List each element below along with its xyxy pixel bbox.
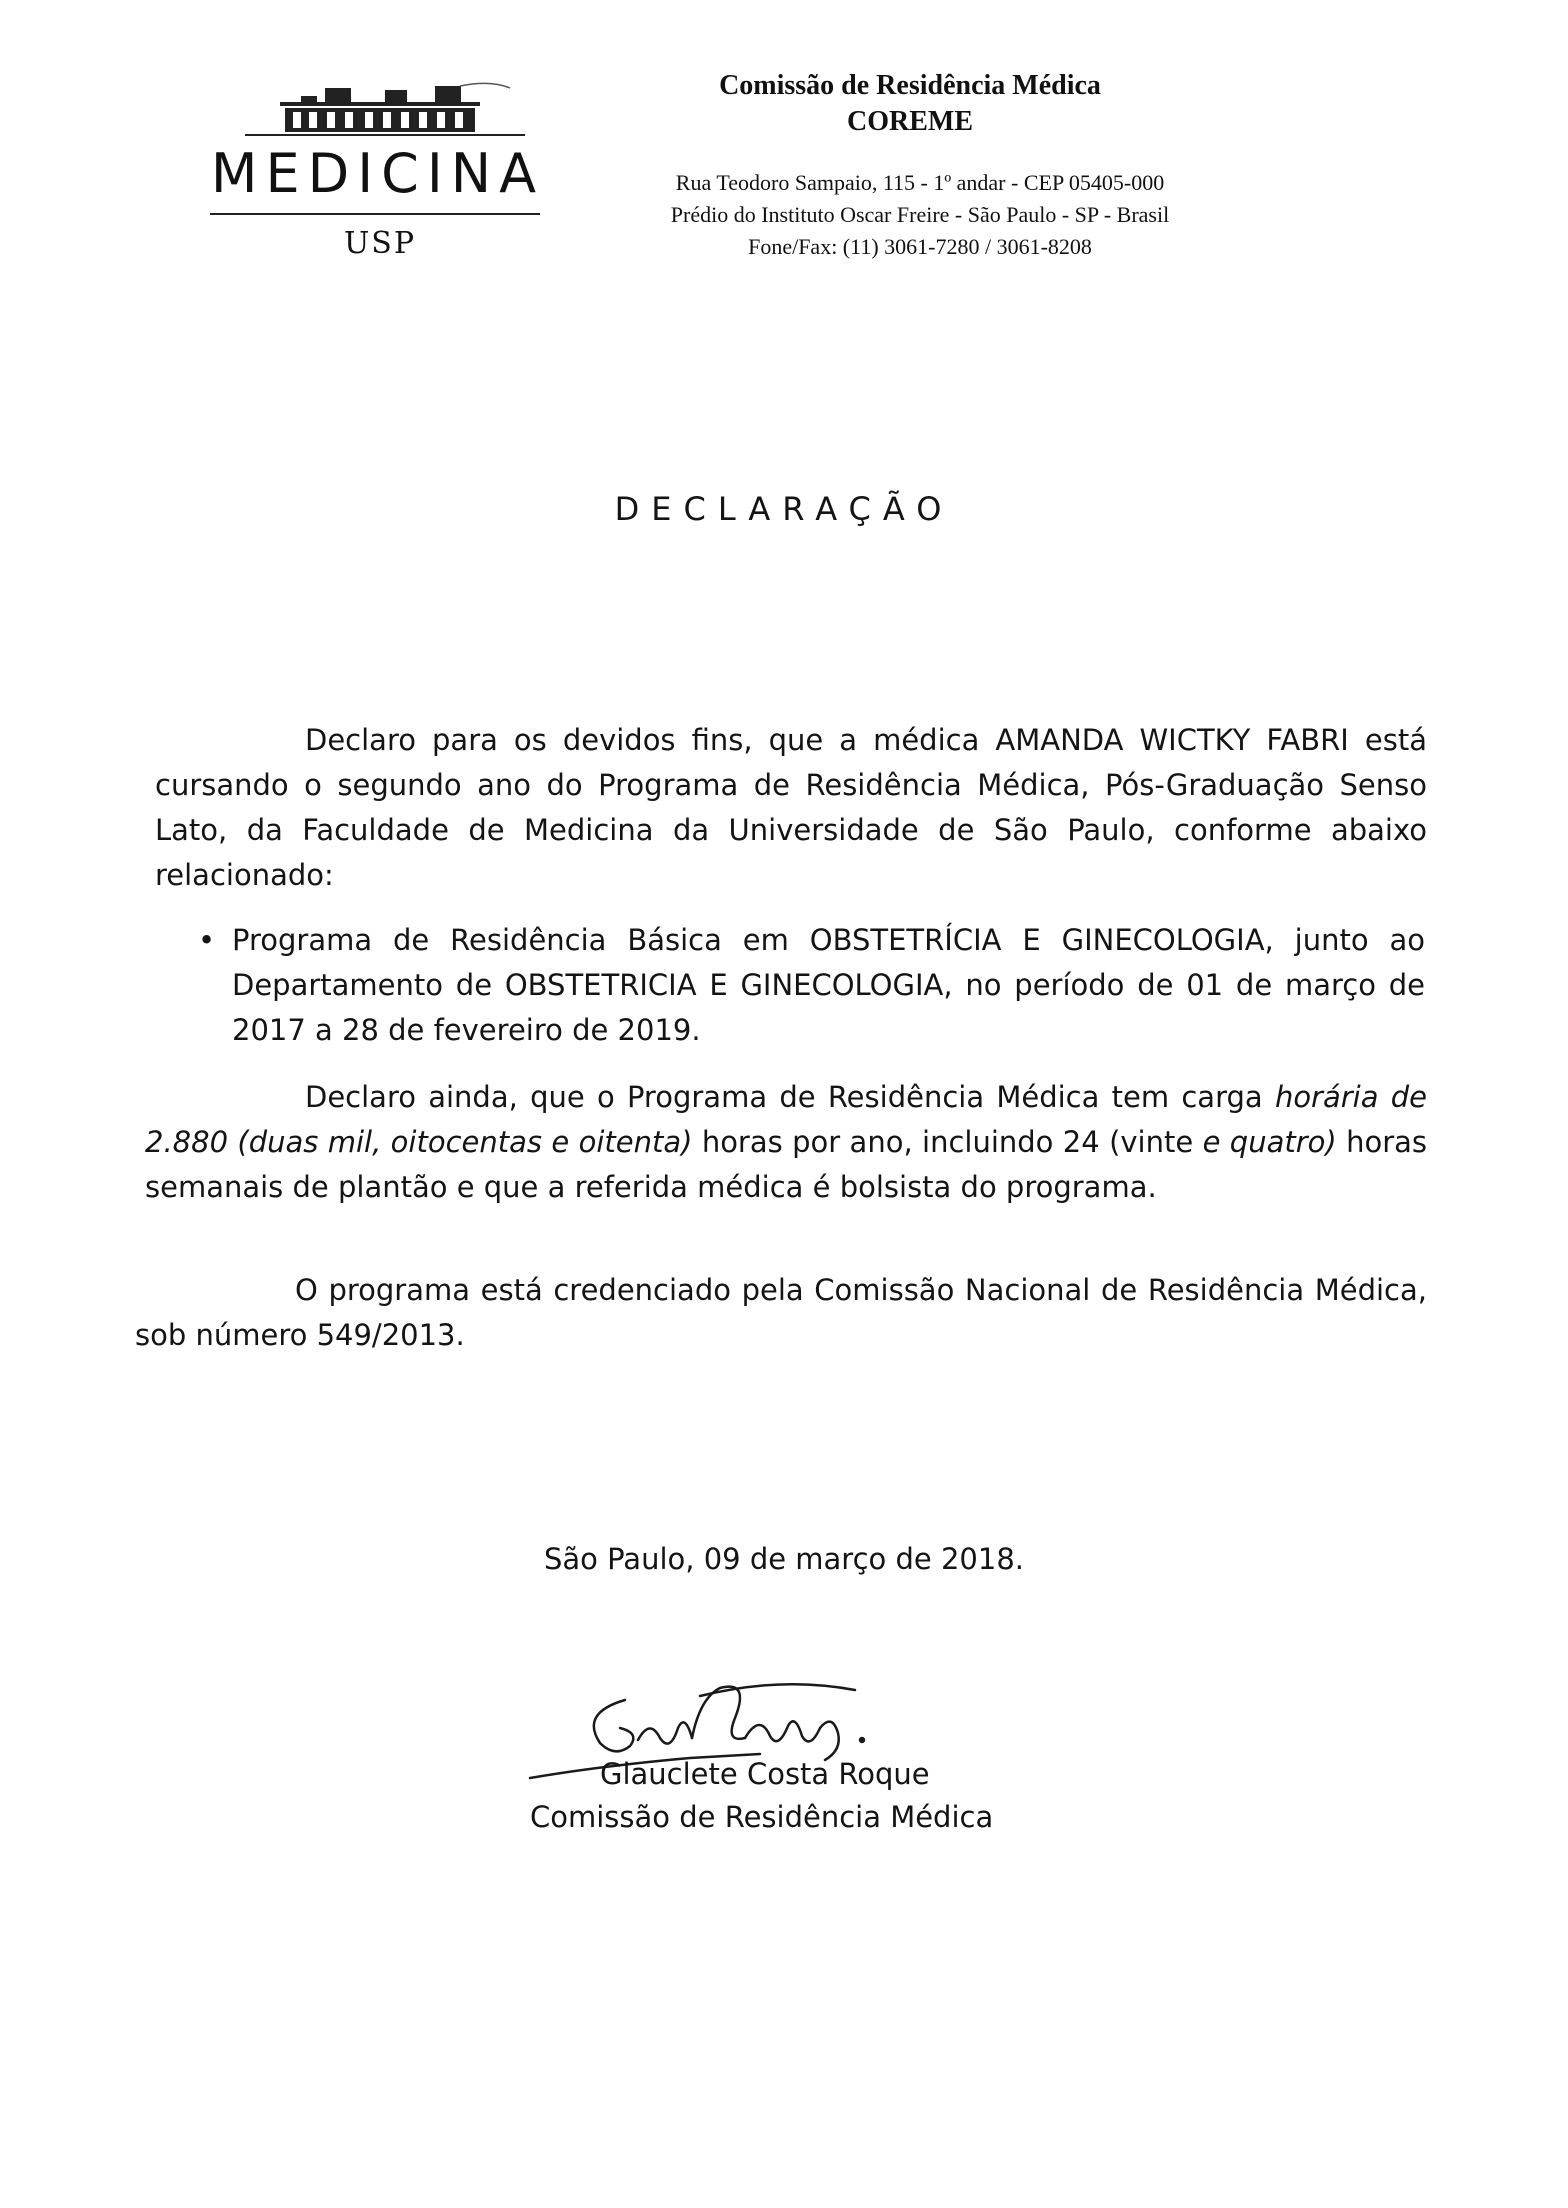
paragraph2-italic2: e quatro)	[1202, 1125, 1337, 1159]
medicina-usp-logo	[205, 78, 565, 278]
header-address-line1: Rua Teodoro Sampaio, 115 - 1º andar - CEP 05405-000	[675, 170, 1165, 195]
paragraph2-italic: horária de 2.880 (duas mil, oitocentas e oitenta)	[145, 1080, 1428, 1159]
bullet-icon: •	[198, 923, 216, 957]
signatory-role: Comissão de Residência Médica	[530, 1800, 994, 1834]
document-title: DECLARAÇÃO	[614, 490, 954, 528]
paragraph2-end: horas semanais de plantão e que a referida médica é bolsista do programa.	[145, 1125, 1428, 1204]
program-list	[190, 918, 1425, 1053]
logo-wordmark: MEDICINA	[210, 142, 545, 205]
paragraph3-text: O programa está credenciado pela Comissão Nacional de Residência Médica, sob número 549/2013.	[135, 1273, 1427, 1352]
document-date: São Paulo, 09 de março de 2018.	[543, 1542, 1024, 1576]
paragraph2-mid: horas por ano, incluindo 24 (vinte	[701, 1125, 1194, 1159]
paragraph-accreditation	[135, 1268, 1427, 1358]
paragraph2-start: Declaro ainda, que o Programa de Residência Médica tem carga	[305, 1080, 1263, 1114]
header-address-line2: Prédio do Instituto Oscar Freire - São Paulo - SP - Brasil	[670, 202, 1170, 227]
logo-rule	[205, 212, 550, 216]
list-item	[190, 918, 1425, 1053]
bullet-text: Programa de Residência Básica em OBSTETRÍCIA E GINECOLOGIA, junto ao Departamento de OBSTETRICIA E GINECOLOGIA, no período de 01 de março de 2017 a 28 de fevereiro de 2019.	[232, 923, 1425, 1047]
header-organization: Comissão de Residência Médica	[719, 70, 1101, 101]
logo-submark: USP	[343, 226, 417, 261]
header-address-line3: Fone/Fax: (11) 3061-7280 / 3061-8208	[748, 234, 1092, 259]
building-icon	[205, 78, 550, 138]
paragraph-declaration	[155, 718, 1427, 898]
signatory-name: Glauclete Costa Roque	[600, 1757, 930, 1791]
header-abbreviation: COREME	[847, 106, 973, 137]
paragraph1-text: Declaro para os devidos fins, que a médica AMANDA WICTKY FABRI está cursando o segundo ano do Programa de Residência Médica, Pós-Graduação Senso Lato, da Faculdade de Medicina da Universidade de São Paulo, conforme abaixo relacionado:	[155, 723, 1427, 892]
paragraph-workload	[145, 1075, 1427, 1210]
